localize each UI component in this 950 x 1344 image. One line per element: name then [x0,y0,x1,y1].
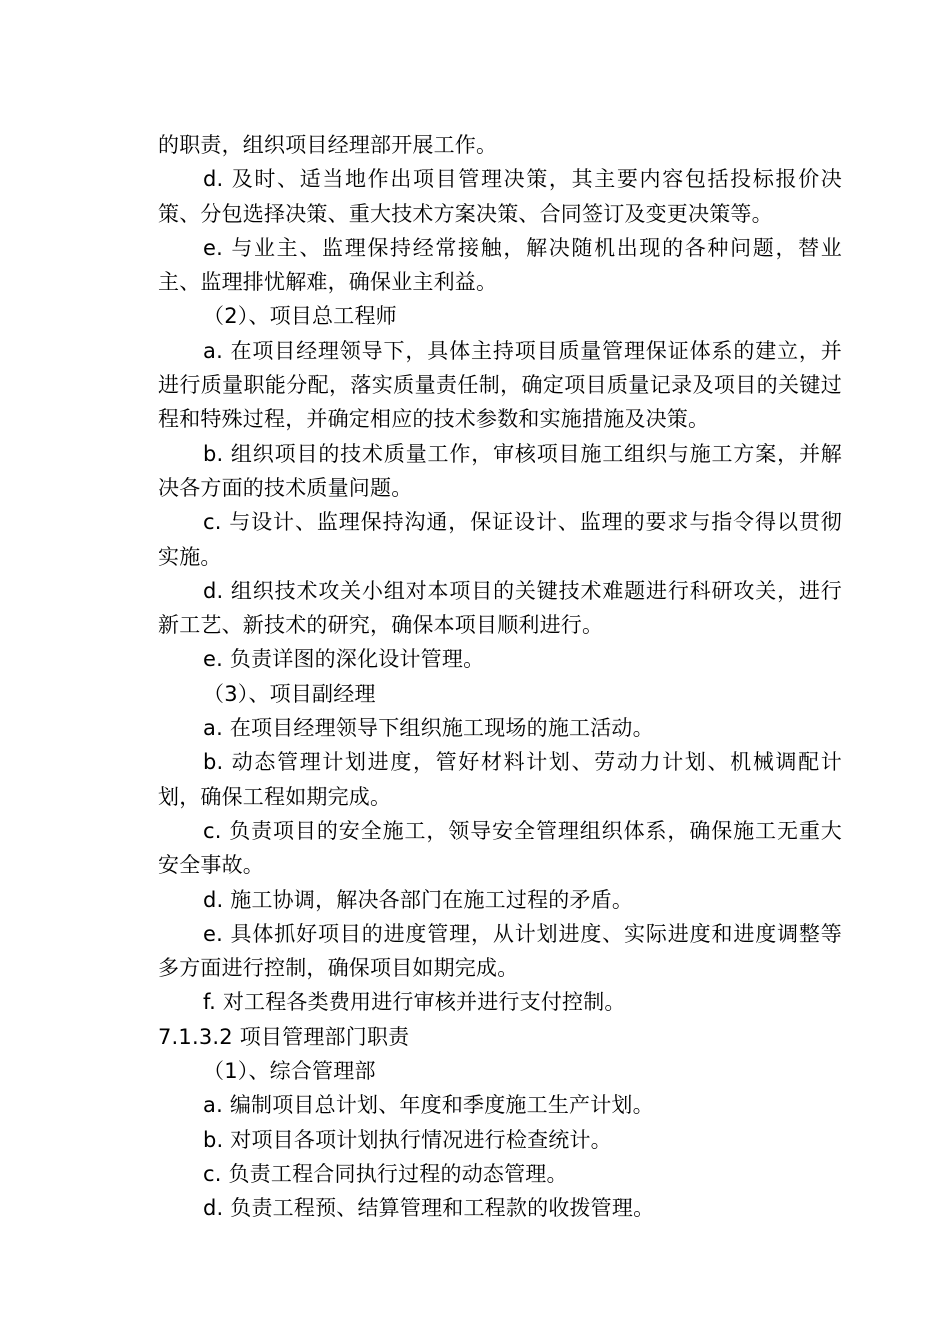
paragraph-item-d: d. 负责工程预、结算管理和工程款的收拨管理。 [203,1196,655,1221]
paragraph-item-d: d. 组织技术攻关小组对本项目的关键技术难题进行科研攻关，进行新工艺、新技术的研究，确保本项目顺利进行。 [158,578,842,638]
paragraph-continuation: 的职责，组织项目经理部开展工作。 [158,133,498,157]
heading-chief-engineer: （2）、项目总工程师 [203,304,397,329]
paragraph-item-e: e. 负责详图的深化设计管理。 [203,647,485,672]
paragraph-item-b: b. 动态管理计划进度，管好材料计划、劳动力计划、机械调配计划，确保工程如期完成。 [158,750,842,809]
paragraph-item-e: e. 具体抓好项目的进度管理，从计划进度、实际进度和进度调整等多方面进行控制，确保项目如期完成。 [158,921,842,981]
section-heading: 7.1.3.2 项目管理部门职责 [158,1024,410,1049]
heading-deputy-manager: （3）、项目副经理 [203,681,376,706]
paragraph-item-a: a. 编制项目总计划、年度和季度施工生产计划。 [203,1093,654,1118]
paragraph-item-a: a. 在项目经理领导下组织施工现场的施工活动。 [203,716,654,741]
paragraph-item-b: b. 对项目各项计划执行情况进行检查统计。 [203,1127,612,1152]
paragraph-item-b: b. 组织项目的技术质量工作，审核项目施工组织与施工方案，并解决各方面的技术质量问题。 [158,441,842,500]
paragraph-item-c: c. 与设计、监理保持沟通，保证设计、监理的要求与指令得以贯彻实施。 [158,510,842,569]
paragraph-item-a: a. 在项目经理领导下，具体主持项目质量管理保证体系的建立，并进行质量职能分配，落实质量责任制，确定项目质量记录及项目的关键过程和特殊过程，并确定相应的技术参数和实施措施及决策。 [158,338,842,432]
paragraph-item-c: c. 负责工程合同执行过程的动态管理。 [203,1161,568,1186]
paragraph-item-d: d. 及时、适当地作出项目管理决策，其主要内容包括投标报价决策、分包选择决策、重大技术方案决策、合同签订及变更决策等。 [158,167,842,226]
document-body [158,128,842,1226]
paragraph-item-e: e. 与业主、监理保持经常接触，解决随机出现的各种问题，替业主、监理排忧解难，确保业主利益。 [158,235,842,295]
paragraph-item-c: c. 负责项目的安全施工，领导安全管理组织体系，确保施工无重大安全事故。 [158,818,842,878]
heading-general-management: （1）、综合管理部 [203,1059,376,1084]
paragraph-item-f: f. 对工程各类费用进行审核并进行支付控制。 [203,990,626,1015]
paragraph-item-d: d. 施工协调，解决各部门在施工过程的矛盾。 [203,887,634,912]
